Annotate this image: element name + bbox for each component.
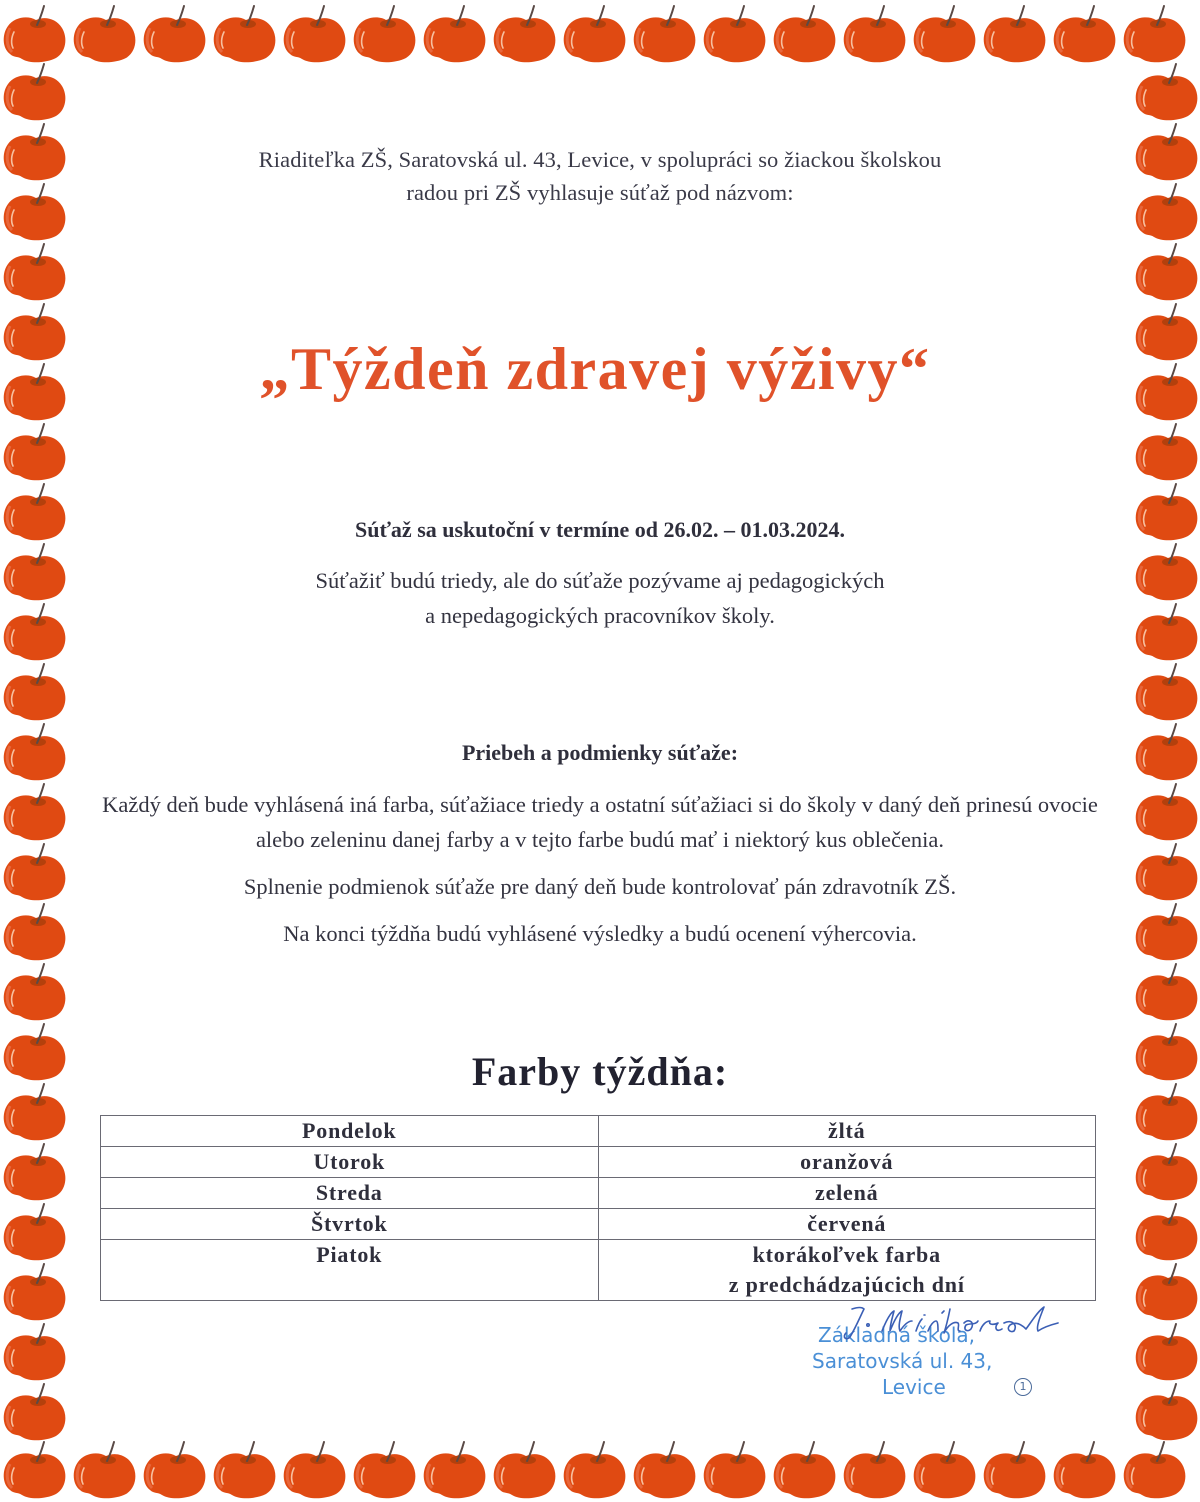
apple-icon (0, 662, 68, 722)
colors-heading: Farby týždňa: (471, 1049, 729, 1094)
apple-icon (840, 4, 908, 64)
table-row (101, 1240, 1096, 1301)
stamp-line-2: Saratovská ul. 43, (812, 1349, 993, 1373)
apple-icon (1132, 1262, 1200, 1322)
apple-icon (0, 1382, 68, 1442)
participants-line-2: a nepedagogických pracovníkov školy. (425, 603, 775, 628)
apple-icon (0, 902, 68, 962)
apple-icon (1132, 1322, 1200, 1382)
apple-icon (1050, 4, 1118, 64)
apple-icon (0, 422, 68, 482)
apple-icon (0, 1322, 68, 1382)
table-row (101, 1178, 1096, 1209)
apple-icon (280, 4, 348, 64)
apple-icon (770, 4, 838, 64)
table-row (101, 1116, 1096, 1147)
apple-icon (630, 4, 698, 64)
apple-icon (1132, 842, 1200, 902)
apple-icon (560, 4, 628, 64)
apple-icon (0, 4, 68, 64)
apple-icon (0, 1440, 68, 1500)
apple-icon (560, 1440, 628, 1500)
day-cell: Streda (101, 1178, 599, 1209)
condition-paragraph: Na konci týždňa budú vyhlásené výsledky a budú ocenení výhercovia. (283, 921, 917, 946)
apple-icon (0, 242, 68, 302)
apple-icon (350, 1440, 418, 1500)
apple-icon (1132, 242, 1200, 302)
day-cell: Utorok (101, 1147, 599, 1178)
day-cell: Štvrtok (101, 1209, 599, 1240)
intro-line-2: radou pri ZŠ vyhlasuje súťaž pod názvom: (406, 180, 794, 205)
apple-icon (1132, 962, 1200, 1022)
apple-icon (0, 782, 68, 842)
participants-text (0, 563, 1200, 633)
apple-icon (980, 1440, 1048, 1500)
apple-icon (420, 4, 488, 64)
apple-icon (0, 1142, 68, 1202)
stamp-line-3: Levice (882, 1375, 946, 1399)
color-cell: žltá (598, 1116, 1096, 1147)
apple-icon (140, 1440, 208, 1500)
stamp-number: 1 (1014, 1378, 1032, 1396)
conditions-heading: Priebeh a podmienky súťaže: (461, 740, 739, 765)
apple-icon (1132, 1382, 1200, 1442)
contest-dates: Súťaž sa uskutoční v termíne od 26.02. – 01.03.2024. (355, 517, 845, 542)
stamp-line-1: Základná škola, (818, 1323, 976, 1347)
apple-icon (140, 4, 208, 64)
apple-icon (980, 4, 1048, 64)
apple-icon (420, 1440, 488, 1500)
apple-icon (770, 1440, 838, 1500)
apple-icon (910, 1440, 978, 1500)
apple-icon (0, 62, 68, 122)
table-row (101, 1209, 1096, 1240)
apple-icon (1132, 662, 1200, 722)
apple-icon (210, 1440, 278, 1500)
apple-icon (210, 4, 278, 64)
apple-icon (1050, 1440, 1118, 1500)
apple-icon (700, 4, 768, 64)
apple-icon (1120, 1440, 1188, 1500)
apple-icon (1132, 62, 1200, 122)
intro-line-1: Riaditeľka ZŠ, Saratovská ul. 43, Levice, v spolupráci so žiackou školskou (258, 147, 942, 172)
color-cell-line-2: z predchádzajúcich dní (728, 1272, 965, 1297)
apple-icon (1132, 782, 1200, 842)
apple-icon (1132, 422, 1200, 482)
apple-icon (0, 1262, 68, 1322)
apple-icon (0, 1202, 68, 1262)
color-cell (598, 1240, 1096, 1301)
condition-paragraph: Každý deň bude vyhlásená iná farba, súťažiace triedy a ostatní súťažiaci si do školy v daný deň prinesú ovocie alebo zeleninu danej farby a v tejto farbe budú mať i niektorý kus oblečenia. (102, 792, 1098, 852)
color-cell: červená (598, 1209, 1096, 1240)
day-cell: Pondelok (101, 1116, 599, 1147)
apple-icon (700, 1440, 768, 1500)
colors-table (100, 1115, 1096, 1301)
day-cell: Piatok (101, 1240, 599, 1301)
table-row (101, 1147, 1096, 1178)
participants-line-1: Súťažiť budú triedy, ale do súťaže pozývame aj pedagogických (315, 568, 885, 593)
apple-icon (490, 4, 558, 64)
apple-icon (0, 962, 68, 1022)
color-cell: oranžová (598, 1147, 1096, 1178)
apple-icon (1132, 1202, 1200, 1262)
apple-icon (910, 4, 978, 64)
apple-icon (0, 842, 68, 902)
intro-text (0, 143, 1200, 209)
apple-icon (70, 4, 138, 64)
apple-icon (490, 1440, 558, 1500)
apple-icon (630, 1440, 698, 1500)
conditions-list (100, 787, 1100, 963)
apple-icon (280, 1440, 348, 1500)
apple-icon (1120, 4, 1188, 64)
color-cell: zelená (598, 1178, 1096, 1209)
apple-icon (70, 1440, 138, 1500)
apple-icon (1132, 1142, 1200, 1202)
signature-icon (838, 1303, 1068, 1343)
apple-icon (1132, 902, 1200, 962)
color-cell-line-1: ktorákoľvek farba (752, 1242, 941, 1267)
apple-icon (350, 4, 418, 64)
condition-paragraph: Splnenie podmienok súťaže pre daný deň bude kontrolovať pán zdravotník ZŠ. (243, 874, 957, 899)
apple-icon (840, 1440, 908, 1500)
contest-title: „Týždeň zdravej výživy“ (259, 336, 931, 402)
